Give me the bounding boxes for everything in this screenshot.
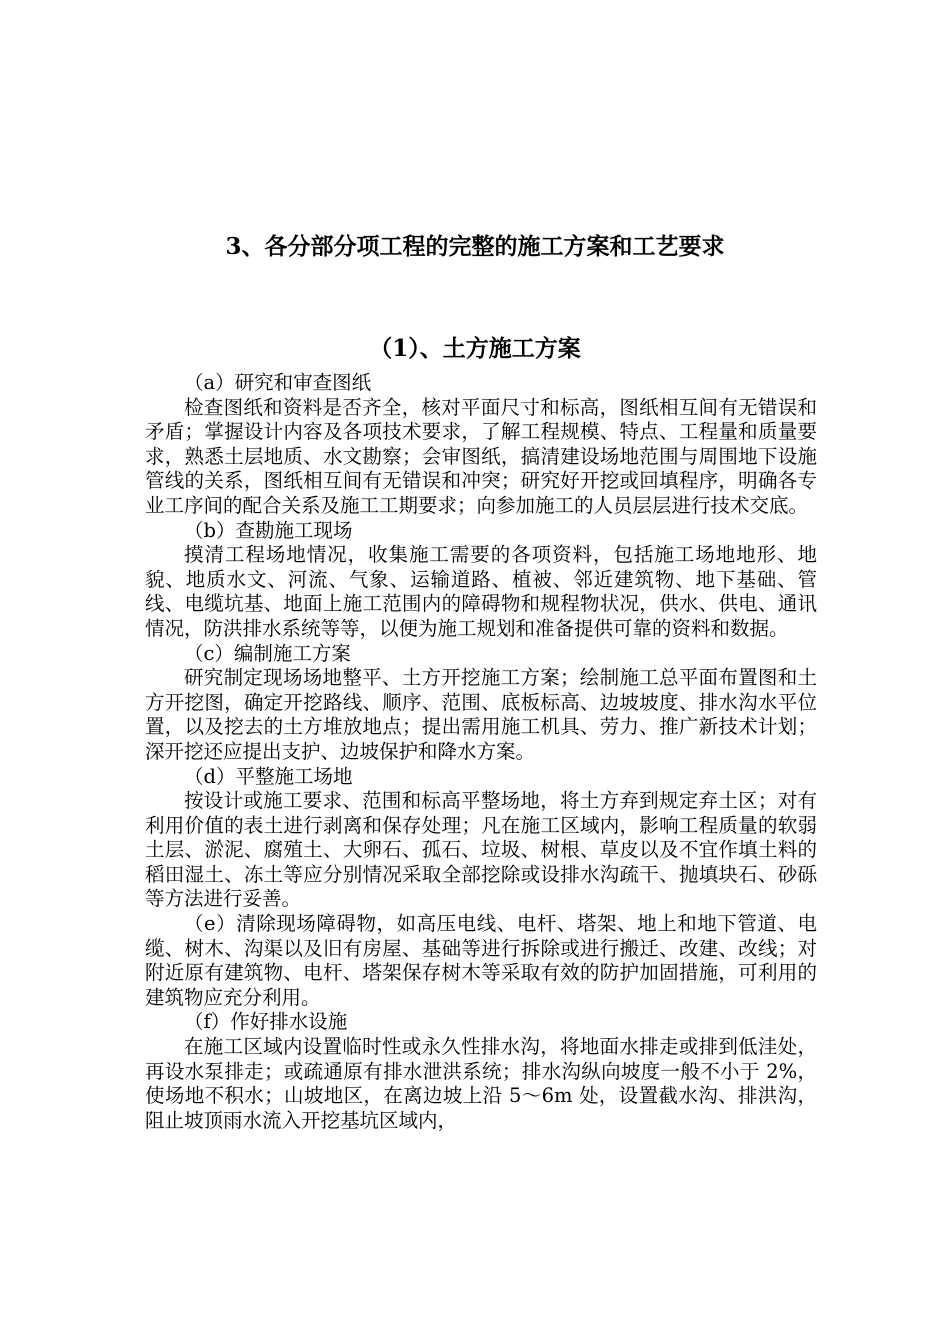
document-body: [145, 371, 817, 1133]
subheading-b: （b）查勘施工现场: [184, 518, 353, 542]
subheading-c: （c）编制施工方案: [184, 641, 351, 665]
paragraph-f: 在施工区域内设置临时性或永久性排水沟，将地面水排走或排到低洼处，再设水泵排走；或疏通原有排水泄洪系统；排水沟纵向坡度一般不小于 2%，使场地不积水；山坡地区，在离边坡上沿 5～6m 处，设置截水沟、排洪沟，阻止坡顶雨水流入开挖基坑区域内，: [145, 1035, 817, 1132]
paragraph-a: 检查图纸和资料是否齐全，核对平面尺寸和标高，图纸相互间有无错误和矛盾；掌握设计内容及各项技术要求，了解工程规模、特点、工程量和质量要求，熟悉土层地质、水文勘察；会审图纸，搞清建设场地范围与周围地下设施管线的关系，图纸相互间有无错误和冲突；研究好开挖或回填程序，明确各专业工序间的配合关系及施工工期要求；向参加施工的人员层层进行技术交底。: [145, 395, 817, 517]
paragraph-d: 按设计或施工要求、范围和标高平整场地，将土方弃到规定弃土区；对有利用价值的表土进行剥离和保存处理；凡在施工区域内，影响工程质量的软弱土层、淤泥、腐殖土、大卵石、孤石、垃圾、树根、草皮以及不宜作填土料的稻田湿土、冻土等应分别情况采取全部挖除或设排水沟疏干、抛填块石、砂砾等方法进行妥善。: [145, 789, 817, 911]
subheading-a: （a）研究和审查图纸: [184, 371, 372, 394]
section-title: （1）、土方施工方案: [369, 335, 581, 362]
subheading-d: （d）平整施工场地: [184, 764, 353, 788]
paragraph-b: 摸清工程场地情况，收集施工需要的各项资料，包括施工场地地形、地貌、地质水文、河流、气象、运输道路、植被、邻近建筑物、地下基础、管线、电缆坑基、地面上施工范围内的障碍物和规程物状况，供水、供电、通讯情况，防洪排水系统等等，以便为施工规划和准备提供可靠的资料和数据。: [145, 543, 817, 640]
paragraph-c: 研究制定现场场地整平、土方开挖施工方案；绘制施工总平面布置图和土方开挖图，确定开挖路线、顺序、范围、底板标高、边坡坡度、排水沟水平位置，以及挖去的土方堆放地点；提出需用施工机具、劳力、推广新技术计划；深开挖还应提出支护、边坡保护和降水方案。: [145, 666, 817, 763]
document-title: 3、各分部分项工程的完整的施工方案和工艺要求: [225, 233, 725, 260]
subheading-f: （f）作好排水设施: [184, 1010, 348, 1034]
paragraph-e: （e）清除现场障碍物，如高压电线、电杆、塔架、地上和地下管道、电缆、树木、沟渠以及旧有房屋、基础等进行拆除或进行搬迁、改建、改线；对附近原有建筑物、电杆、塔架保存树木等采取有效的防护加固措施，可利用的建筑物应充分利用。: [145, 912, 817, 1009]
